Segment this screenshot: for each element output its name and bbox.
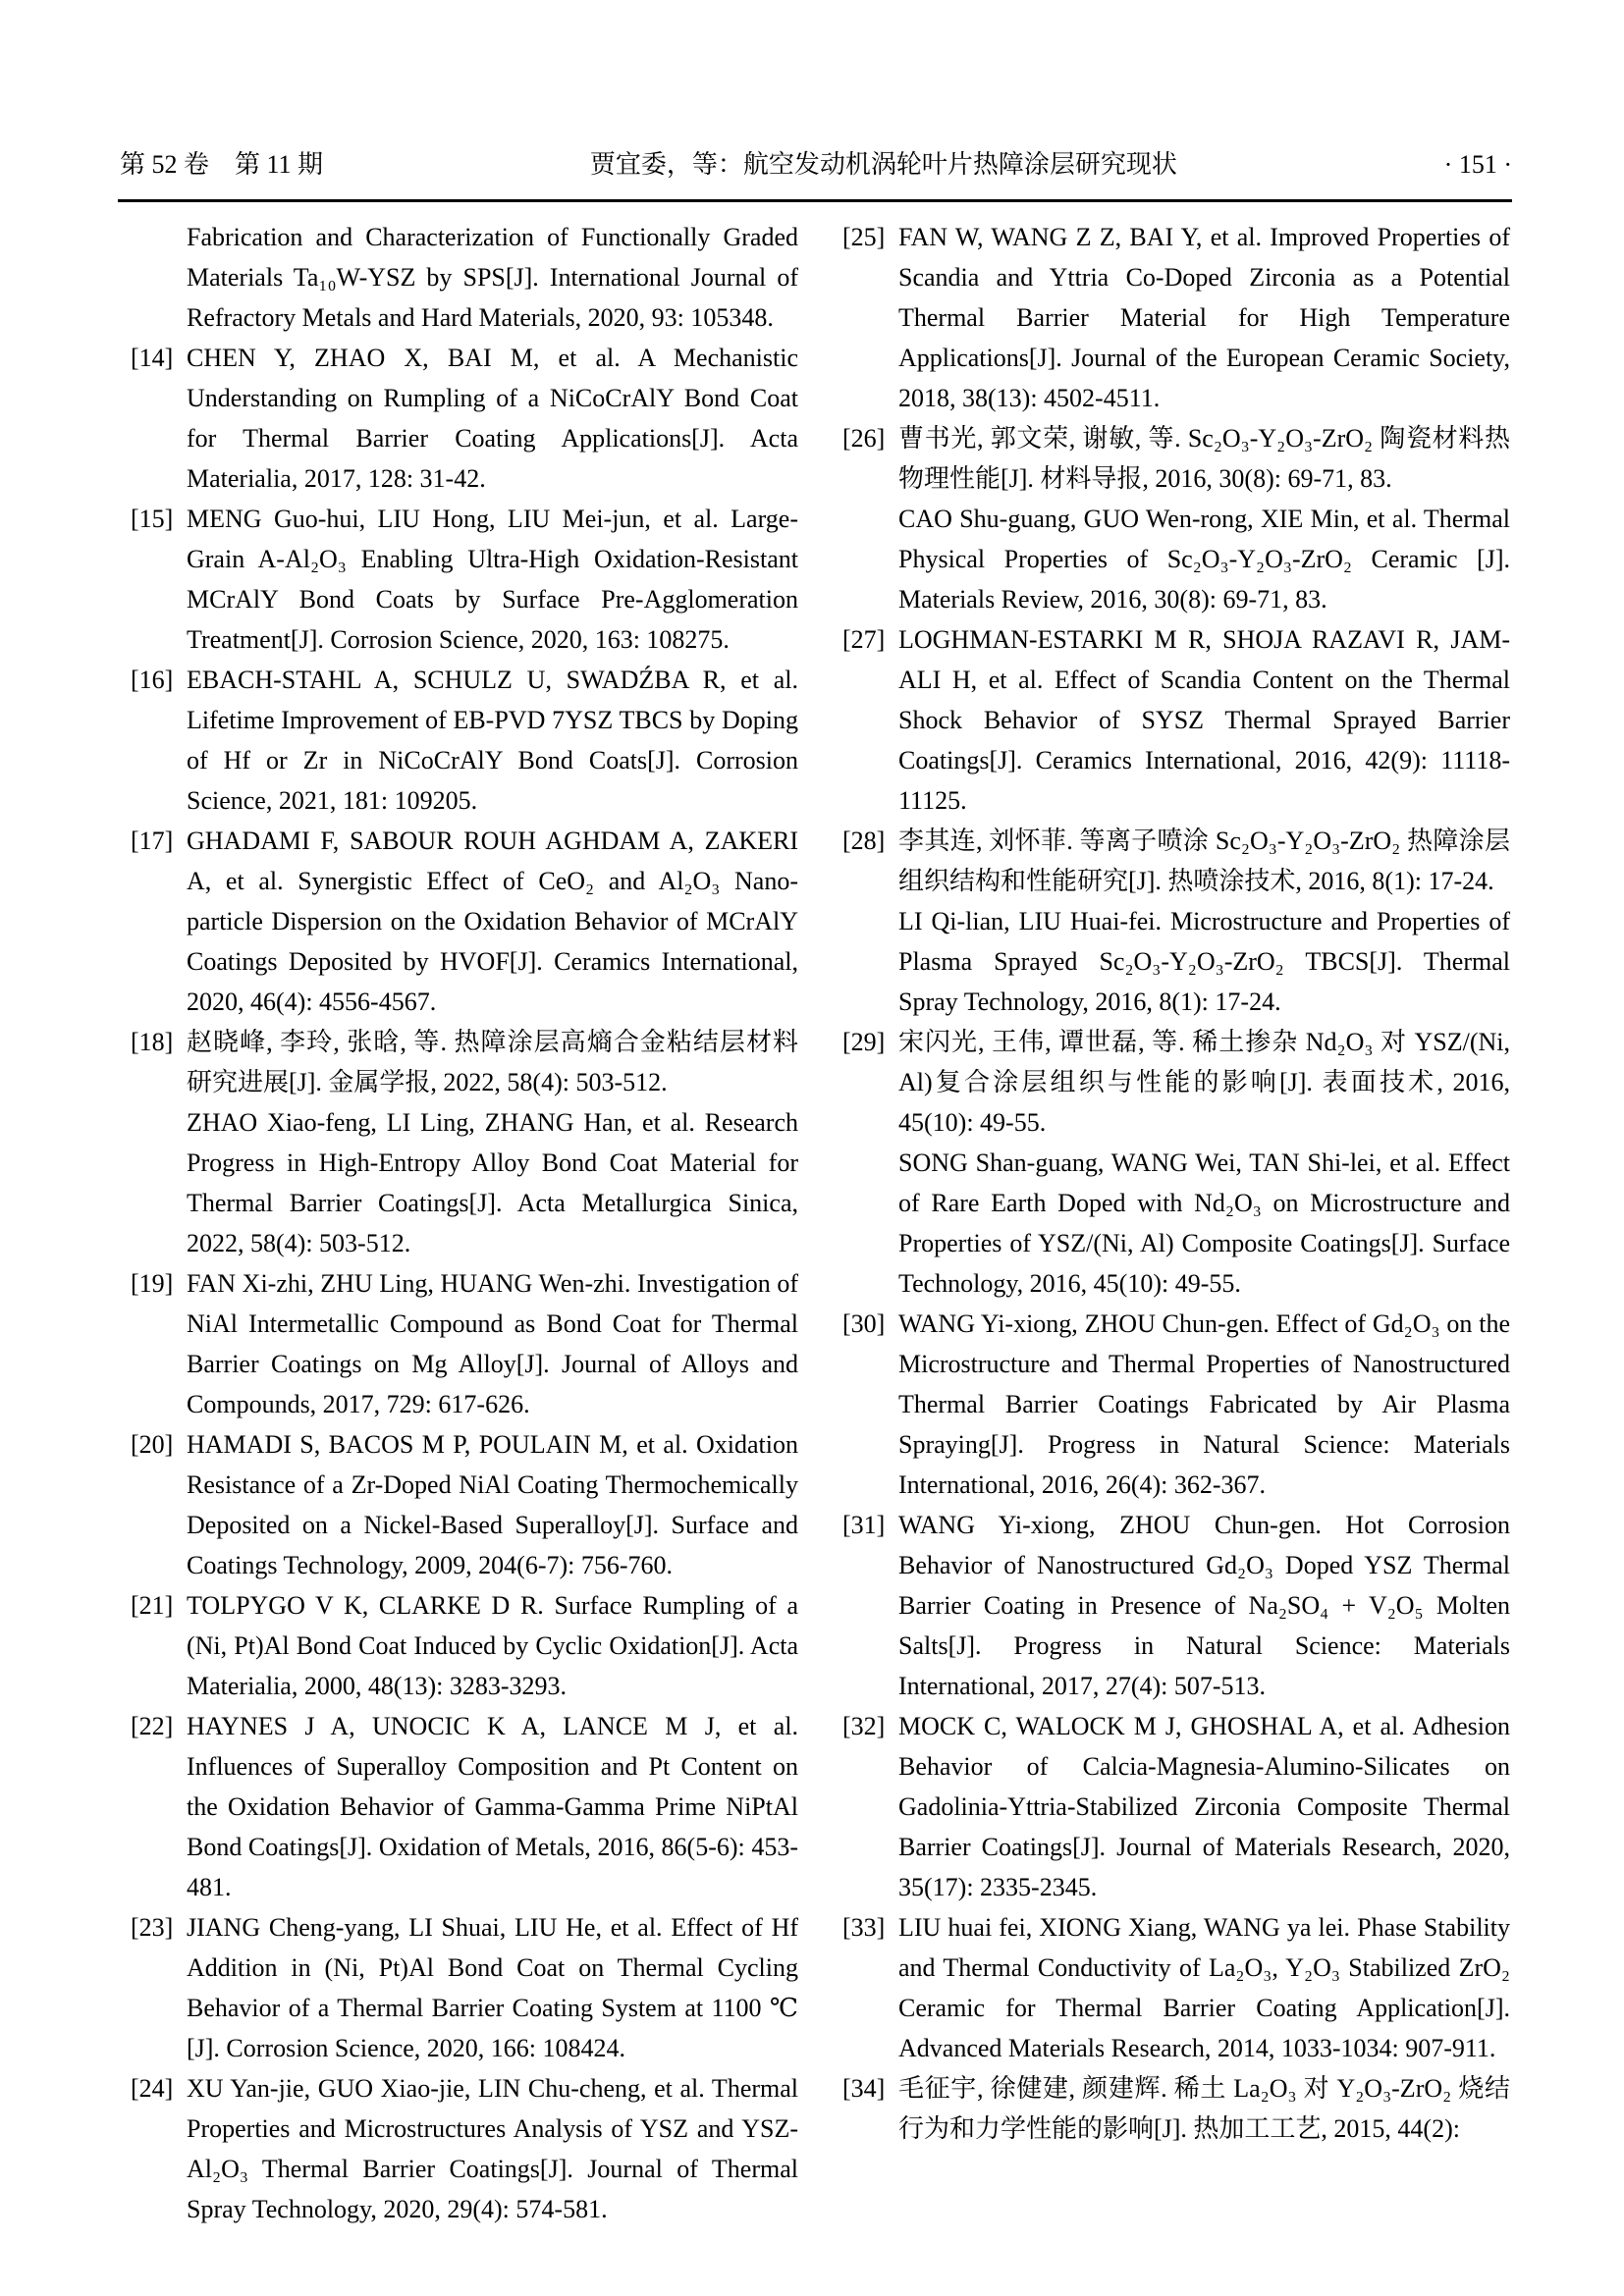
reference-text: WANG Yi-xiong, ZHOU Chun-gen. Hot Corrosion Behavior of Nanostructured Gd₂O₃ Doped YSZ Thermal Barrier Coating in Presence of Na₂SO₄ + V₂O₅ Molten Salts[J]. Progress in Natural Science: Materials International, 2017, 27(4): 507-513. [898,1511,1510,1700]
reference-number: [26] [842,424,886,453]
reference-item [842,418,1510,619]
reference-text: LIU huai fei, XIONG Xiang, WANG ya lei. Phase Stability and Thermal Conductivity of La₂O₃, Y₂O₃ Stabilized ZrO₂ Ceramic for Thermal Barrier Coating Application[J]. Advanced Materials Research, 2014, 1033-1034: 907-911. [898,1913,1510,2062]
reference-item [131,1706,798,1907]
reference-text: ZHAO Xiao-feng, LI Ling, ZHANG Han, et al. Research Progress in High-Entropy Alloy Bond Coat Material for Thermal Barrier Coatings[J]. Acta Metallurgica Sinica, 2022, 58(4): 503-512. [187,1108,798,1257]
reference-text: LOGHMAN-ESTARKI M R, SHOJA RAZAVI R, JAM-ALI H, et al. Effect of Scandia Content on the Thermal Shock Behavior of SYSZ Thermal Sprayed Barrier Coatings[J]. Ceramics International, 2016, 42(9): 11118-11125. [898,625,1510,815]
reference-number: [34] [842,2074,886,2103]
reference-item [131,1585,798,1706]
reference-item [842,1907,1510,2068]
reference-text: 李其连, 刘怀菲. 等离子喷涂 Sc₂O₃-Y₂O₃-ZrO₂ 热障涂层组织结构和性能研究[J]. 热喷涂技术, 2016, 8(1): 17-24. [898,827,1510,895]
reference-text: TOLPYGO V K, CLARKE D R. Surface Rumpling of a (Ni, Pt)Al Bond Coat Induced by Cyclic Oxidation[J]. Acta Materialia, 2000, 48(13): 3283-3293. [187,1591,798,1700]
reference-text: XU Yan-jie, GUO Xiao-jie, LIN Chu-cheng, et al. Thermal Properties and Microstructures Analysis of YSZ and YSZ-Al₂O₃ Thermal Barrier Coatings[J]. Journal of Thermal Spray Technology, 2020, 29(4): 574-581. [187,2074,798,2223]
reference-number: [18] [131,1028,174,1056]
reference-number: [25] [842,223,886,251]
reference-item [842,1706,1510,1907]
reference-item [131,821,798,1022]
reference-text: WANG Yi-xiong, ZHOU Chun-gen. Effect of Gd₂O₃ on the Microstructure and Thermal Properties of Nanostructured Thermal Barrier Coatings Fabricated by Air Plasma Spraying[J]. Progress in Natural Science: Materials International, 2016, 26(4): 362-367. [898,1309,1510,1499]
reference-item [131,1424,798,1585]
reference-column-right [842,217,1510,2229]
reference-text: JIANG Cheng-yang, LI Shuai, LIU He, et al. Effect of Hf Addition in (Ni, Pt)Al Bond Coat on Thermal Cycling Behavior of a Thermal Barrier Coating System at 1100 ℃ [J]. Corrosion Science, 2020, 166: 108424. [187,1913,798,2062]
page-number: · 151 · [1443,150,1512,179]
reference-number: [31] [842,1511,886,1539]
reference-text: FAN W, WANG Z Z, BAI Y, et al. Improved Properties of Scandia and Yttria Co-Doped Zirconia as a Potential Thermal Barrier Material for High Temperature Applications[J]. Journal of the European Ceramic Society, 2018, 38(13): 4502-4511. [898,223,1510,412]
reference-number: [27] [842,625,886,654]
reference-text: 宋闪光, 王伟, 谭世磊, 等. 稀土掺杂 Nd₂O₃ 对 YSZ/(Ni, Al)复合涂层组织与性能的影响[J]. 表面技术, 2016, 45(10): 49-55. [898,1028,1510,1137]
reference-text: Fabrication and Characterization of Functionally Graded Materials Ta₁₀W-YSZ by SPS[J]. International Journal of Refractory Metals and Hard Materials, 2020, 93: 105348. [187,223,798,332]
reference-text: MOCK C, WALOCK M J, GHOSHAL A, et al. Adhesion Behavior of Calcia-Magnesia-Alumino-Silicates on Gadolinia-Yttria-Stabilized Zirconia Composite Thermal Barrier Coatings[J]. Journal of Materials Research, 2020, 35(17): 2335-2345. [898,1712,1510,1901]
reference-column-left [131,217,798,2229]
reference-number: [24] [131,2074,174,2103]
reference-item [131,1263,798,1424]
reference-text: MENG Guo-hui, LIU Hong, LIU Mei-jun, et al. Large-Grain A-Al₂O₃ Enabling Ultra-High Oxidation-Resistant MCrAlY Bond Coats by Surface Pre-Agglomeration Treatment[J]. Corrosion Science, 2020, 163: 108275. [187,505,798,654]
reference-item [842,1304,1510,1505]
reference-item [842,217,1510,418]
reference-number: [21] [131,1591,174,1620]
reference-number: [20] [131,1430,174,1459]
reference-item [131,338,798,499]
reference-item [131,1907,798,2068]
reference-text: HAMADI S, BACOS M P, POULAIN M, et al. Oxidation Resistance of a Zr-Doped NiAl Coating Thermochemically Deposited on a Nickel-Based Superalloy[J]. Surface and Coatings Technology, 2009, 204(6-7): 756-760. [187,1430,798,1579]
reference-text: GHADAMI F, SABOUR ROUH AGHDAM A, ZAKERI A, et al. Synergistic Effect of CeO₂ and Al₂O₃ Nano-particle Dispersion on the Oxidation Behavior of MCrAlY Coatings Deposited by HVOF[J]. Ceramics International, 2020, 46(4): 4556-4567. [187,827,798,1016]
reference-number: [19] [131,1269,174,1298]
reference-text: FAN Xi-zhi, ZHU Ling, HUANG Wen-zhi. Investigation of NiAl Intermetallic Compound as Bond Coat for Thermal Barrier Coatings on Mg Alloy[J]. Journal of Alloys and Compounds, 2017, 729: 617-626. [187,1269,798,1418]
reference-text: SONG Shan-guang, WANG Wei, TAN Shi-lei, et al. Effect of Rare Earth Doped with Nd₂O₃ on Microstructure and Properties of YSZ/(Ni, Al) Composite Coatings[J]. Surface Technology, 2016, 45(10): 49-55. [898,1148,1510,1298]
page-header [120,145,1512,185]
reference-item [131,1022,798,1263]
reference-number: [16] [131,666,174,694]
reference-text: LI Qi-lian, LIU Huai-fei. Microstructure and Properties of Plasma Sprayed Sc₂O₃-Y₂O₃-ZrO₂ TBCS[J]. Thermal Spray Technology, 2016, 8(1): 17-24. [898,907,1510,1016]
reference-text: CAO Shu-guang, GUO Wen-rong, XIE Min, et al. Thermal Physical Properties of Sc₂O₃-Y₂O₃-ZrO₂ Ceramic [J]. Materials Review, 2016, 30(8): 69-71, 83. [898,505,1510,614]
reference-text: 赵晓峰, 李玲, 张晗, 等. 热障涂层高熵合金粘结层材料研究进展[J]. 金属学报, 2022, 58(4): 503-512. [187,1028,798,1096]
reference-item [131,660,798,821]
reference-item [842,821,1510,1022]
reference-number: [14] [131,344,174,372]
reference-text: CHEN Y, ZHAO X, BAI M, et al. A Mechanistic Understanding on Rumpling of a NiCoCrAlY Bond Coat for Thermal Barrier Coating Applications[J]. Acta Materialia, 2017, 128: 31-42. [187,344,798,493]
reference-number: [23] [131,1913,174,1942]
reference-text: 毛征宇, 徐健建, 颜建辉. 稀土 La₂O₃ 对 Y₂O₃-ZrO₂ 烧结行为和力学性能的影响[J]. 热加工工艺, 2015, 44(2): [898,2074,1510,2143]
references-section [131,217,1510,2229]
reference-text: HAYNES J A, UNOCIC K A, LANCE M J, et al. Influences of Superalloy Composition and Pt Content on the Oxidation Behavior of Gamma-Gamma Prime NiPtAl Bond Coatings[J]. Oxidation of Metals, 2016, 86(5-6): 453-481. [187,1712,798,1901]
running-title: 贾宜委，等：航空发动机涡轮叶片热障涂层研究现状 [589,150,1177,179]
reference-number: [28] [842,827,886,855]
reference-number: [33] [842,1913,886,1942]
reference-text: EBACH-STAHL A, SCHULZ U, SWADŹBA R, et al. Lifetime Improvement of EB-PVD 7YSZ TBCS by Doping of Hf or Zr in NiCoCrAlY Bond Coats[J]. Corrosion Science, 2021, 181: 109205. [187,666,798,815]
reference-item [131,217,798,338]
reference-text: 曹书光, 郭文荣, 谢敏, 等. Sc₂O₃-Y₂O₃-ZrO₂ 陶瓷材料热物理性能[J]. 材料导报, 2016, 30(8): 69-71, 83. [898,424,1510,493]
reference-number: [15] [131,505,174,533]
reference-number: [22] [131,1712,174,1740]
reference-number: [30] [842,1309,886,1338]
volume-issue-label: 第 52 卷 第 11 期 [120,150,324,179]
reference-number: [29] [842,1028,886,1056]
header-rule [118,199,1512,202]
reference-item [131,2068,798,2229]
reference-item [842,619,1510,821]
reference-item [842,2068,1510,2149]
reference-item [131,499,798,660]
reference-item [842,1505,1510,1706]
reference-number: [17] [131,827,174,855]
reference-number: [32] [842,1712,886,1740]
reference-item [842,1022,1510,1304]
